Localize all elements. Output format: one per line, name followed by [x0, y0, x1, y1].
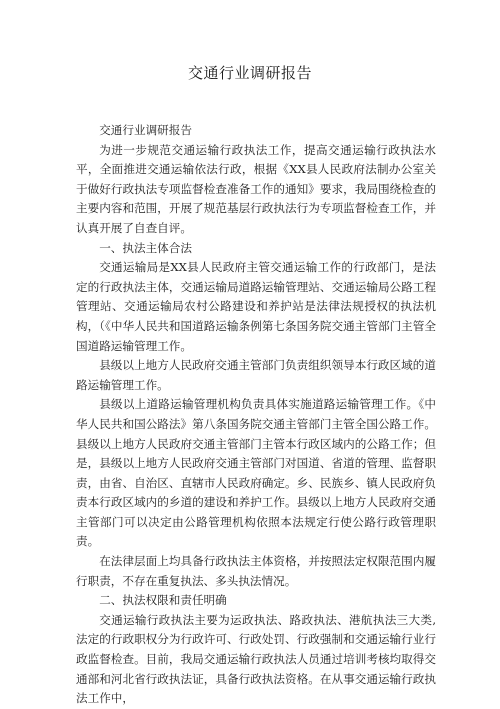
document-body: [76, 121, 436, 709]
paragraph: 在法律层面上均具备行政执法主体资格，并按照法定权限范围内履行职责，不存在重复执法、多头执法情况。: [76, 554, 436, 588]
paragraph-subtitle: 交通行业调研报告: [99, 123, 192, 137]
section-heading-2: 二、执法权限和责任明确: [99, 593, 227, 608]
paragraph: 县级以上道路运输管理机构负责具体实施道路运输管理工作。《中华人民共和国公路法》第八条国务院交通主管部门主管全国公路工作。县级以上地方人民政府交通主管部门主管本行政区域内的公路工作；但是，县级以上地方人民政府交通主管部门对国道、省道的管理、监督职责，由省、自治区、直辖市人民政府确定。乡、民族乡、镇人民政府负责本行政区域内的乡道的建设和养护工作。县级以上地方人民政府交通主管部门可以决定由公路管理机构依照本法规定行使公路行政管理职责。: [76, 397, 436, 549]
paragraph: 交通运输行政执法主要为运政执法、路政执法、港航执法三大类,法定的行政职权分为行政许可、行政处罚、行政强制和交通运输行业行政监督检查。目前，我局交通运输行政执法人员通过培训考核均取得交通部和河北省行政执法证，具备行政执法资格。在从事交通运输行政执法工作中，: [76, 612, 436, 706]
paragraph-intro: 为进一步规范交通运输行政执法工作，提高交通运输行政执法水平，全面推进交通运输依法行政，根据《XX县人民政府法制办公室关于做好行政执法专项监督检查准备工作的通知》要求，我局围绕检查的主要内容和范围，开展了规范基层行政执法行为专项监督检查工作，并认真开展了自查自评。: [76, 142, 436, 235]
paragraph: 交通运输局是XX县人民政府主管交通运输工作的行政部门，是法定的行政执法主体，交通运输局道路运输管理站、交通运输局公路工程管理站、交通运输局农村公路建设和养护站是法律法规授权的执法机构，（《中华人民共和国道路运输条例第七条国务院交通主管部门主管全国道路运输管理工作。: [76, 260, 436, 353]
section-heading-1: 一、执法主体合法: [99, 240, 192, 255]
document-title: 交通行业调研报告: [187, 64, 312, 82]
paragraph: 县级以上地方人民政府交通主管部门负责组织领导本行政区域的道路运输管理工作。: [76, 358, 436, 392]
